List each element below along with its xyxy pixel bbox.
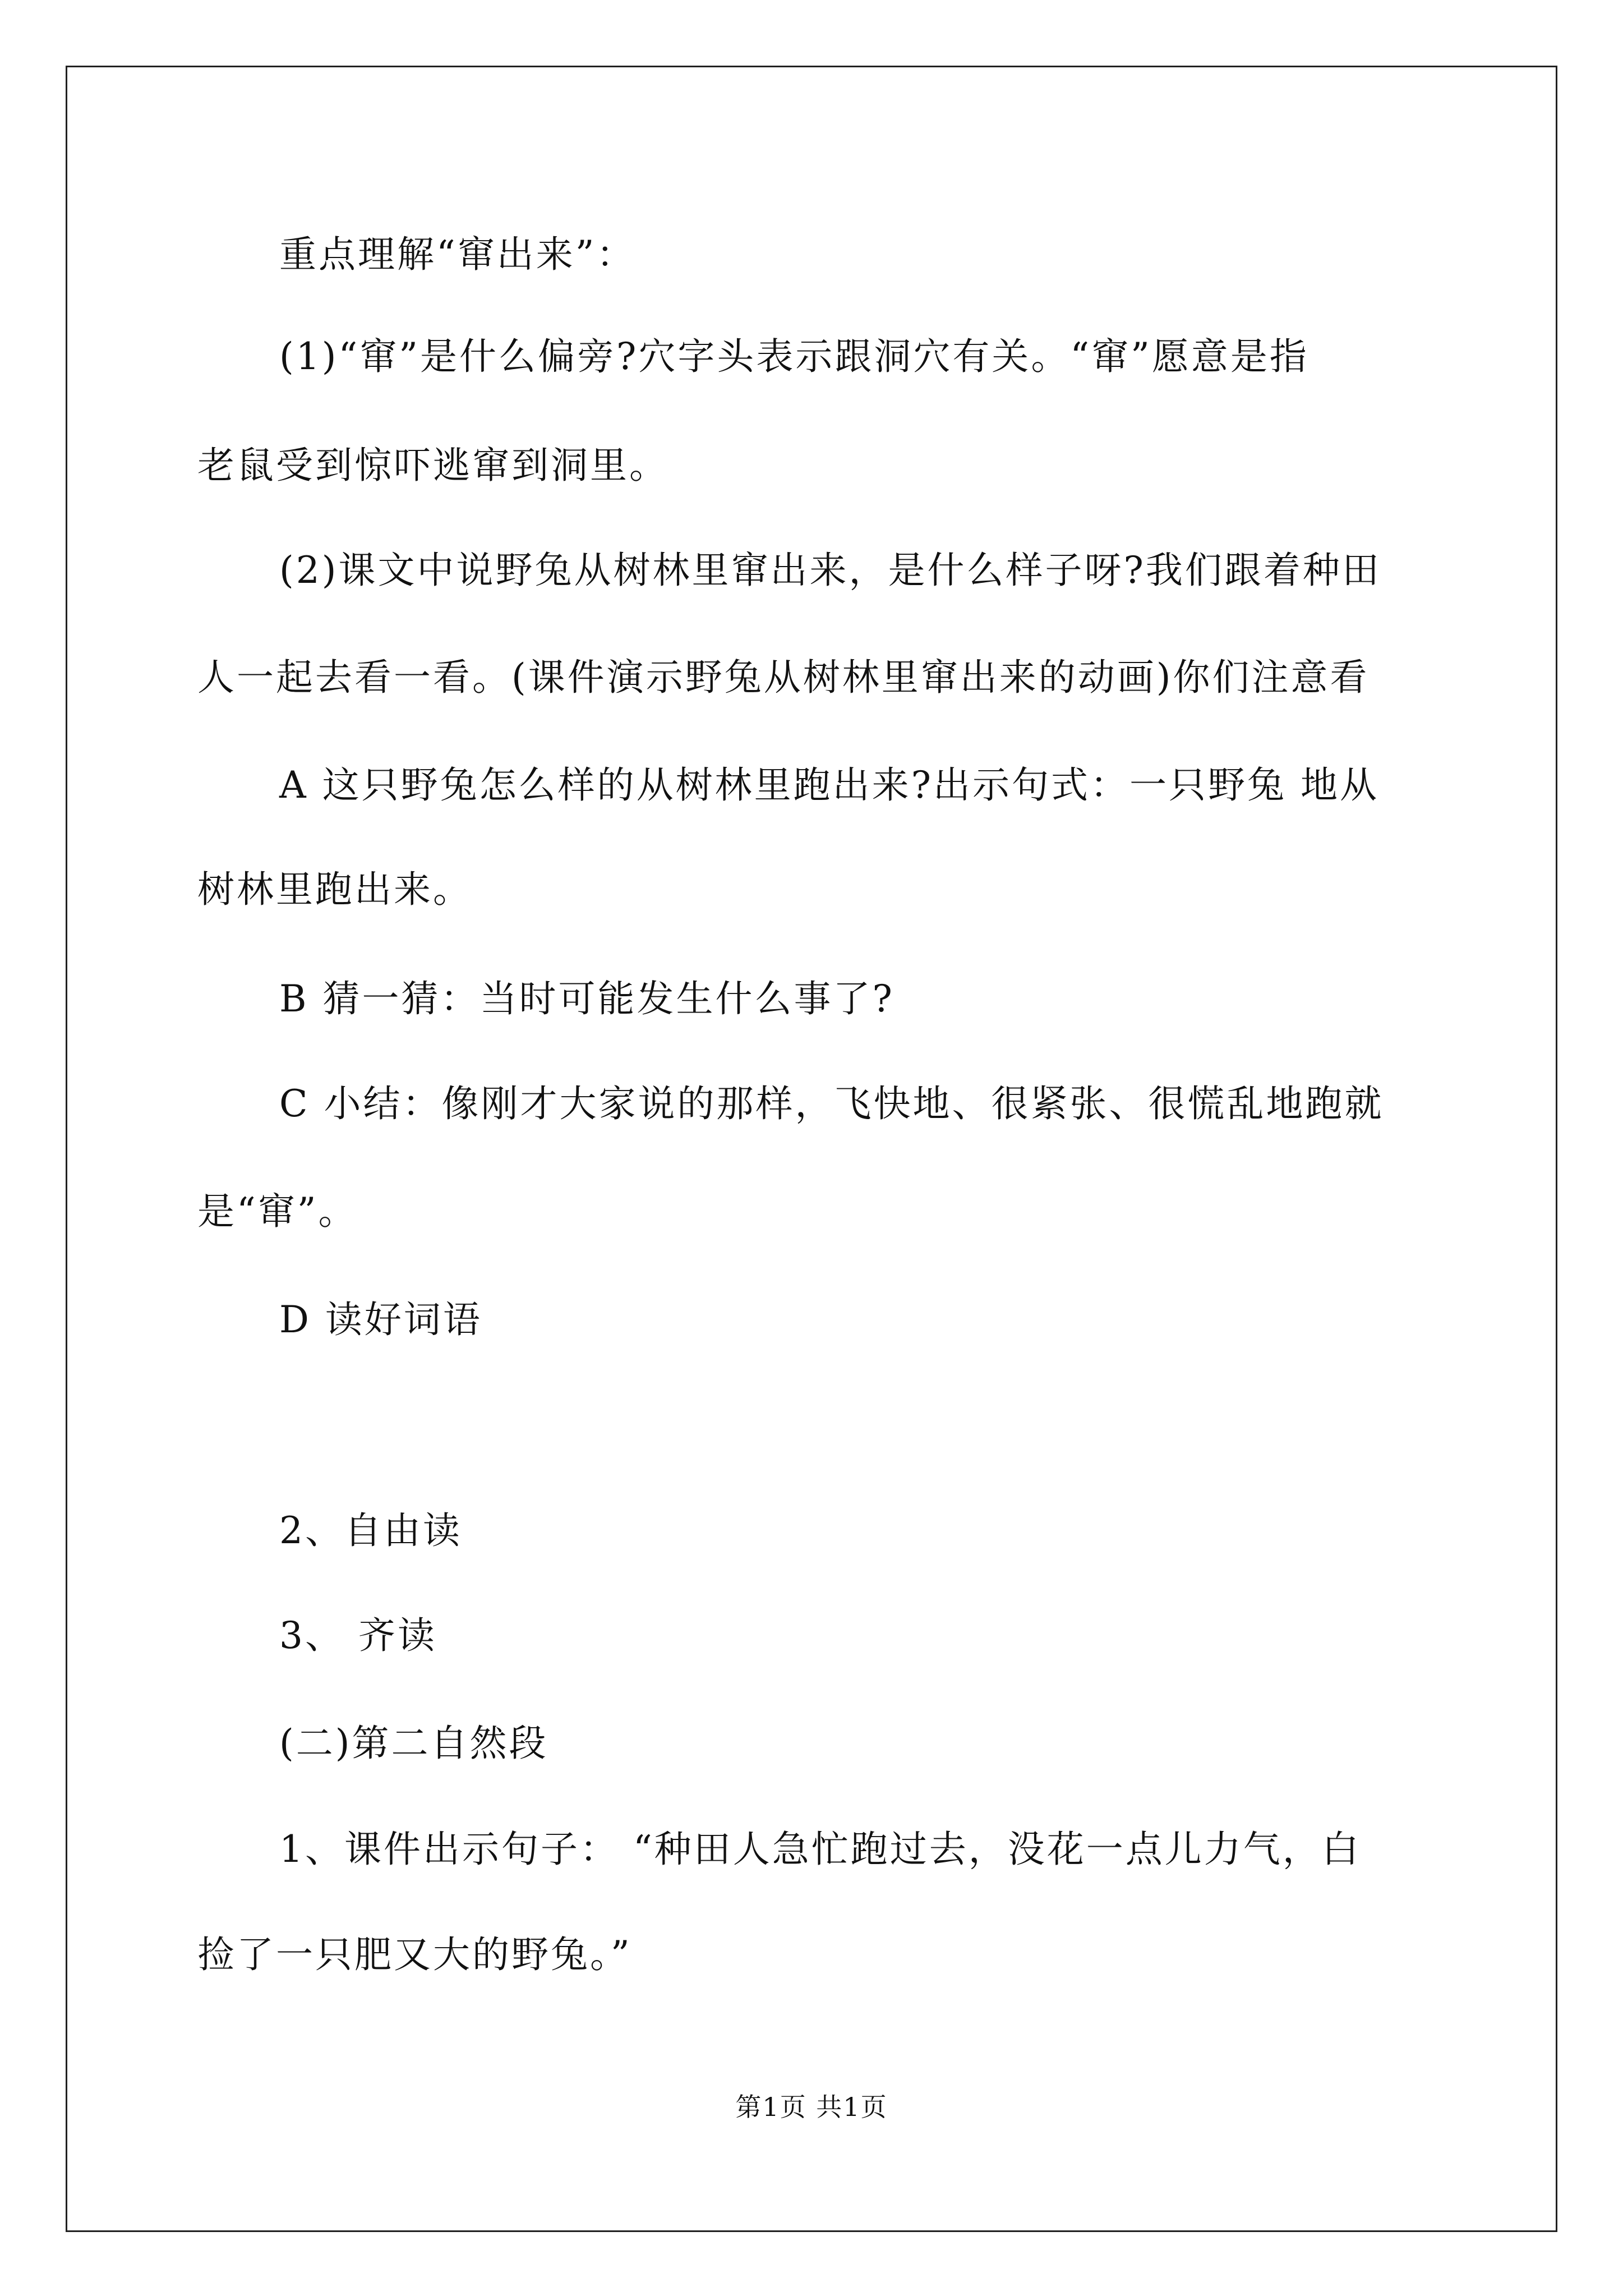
page-footer: 第1页 共1页 [735, 2092, 888, 2122]
paragraph-10-line-1: (二)第二自然段 [279, 1722, 548, 1765]
paragraph-11-line-1: 1、课件出示句子： “种田人急忙跑过去，没花一点儿力气，白 [279, 1828, 1361, 1871]
paragraph-1-line-1: 重点理解“窜出来”： [279, 233, 636, 276]
paragraph-5-line-1: B 猜一猜：当时可能发生什么事了? [279, 977, 895, 1020]
paragraph-3-line-2: 人一起去看一看。(课件演示野兔从树林里窜出来的动画)你们注意看 [197, 656, 1370, 699]
paragraph-8-line-1: 2、自由读 [279, 1509, 462, 1552]
paragraph-2-line-2: 老鼠受到惊吓逃窜到洞里。 [197, 444, 668, 487]
paragraph-3-line-1: (2)课文中说野兔从树林里窜出来，是什么样子呀?我们跟着种田 [279, 549, 1381, 592]
paragraph-4-line-1: A 这只野兔怎么样的从树林里跑出来?出示句式：一只野兔 地从 [279, 763, 1380, 807]
paragraph-4-line-2: 树林里跑出来。 [197, 868, 472, 911]
page-border [66, 66, 1557, 2232]
paragraph-6-line-1: C 小结：像刚才大家说的那样，飞快地、很紧张、很慌乱地跑就 [279, 1082, 1384, 1125]
paragraph-2-line-1: (1)“窜”是什么偏旁?穴字头表示跟洞穴有关。“窜”愿意是指 [279, 335, 1309, 378]
paragraph-11-line-2: 捡了一只肥又大的野兔。” [197, 1933, 632, 1976]
paragraph-7-line-1: D 读好词语 [279, 1298, 482, 1341]
paragraph-6-line-2: 是“窜”。 [197, 1190, 358, 1233]
paragraph-9-line-1: 3、 齐读 [279, 1614, 437, 1657]
